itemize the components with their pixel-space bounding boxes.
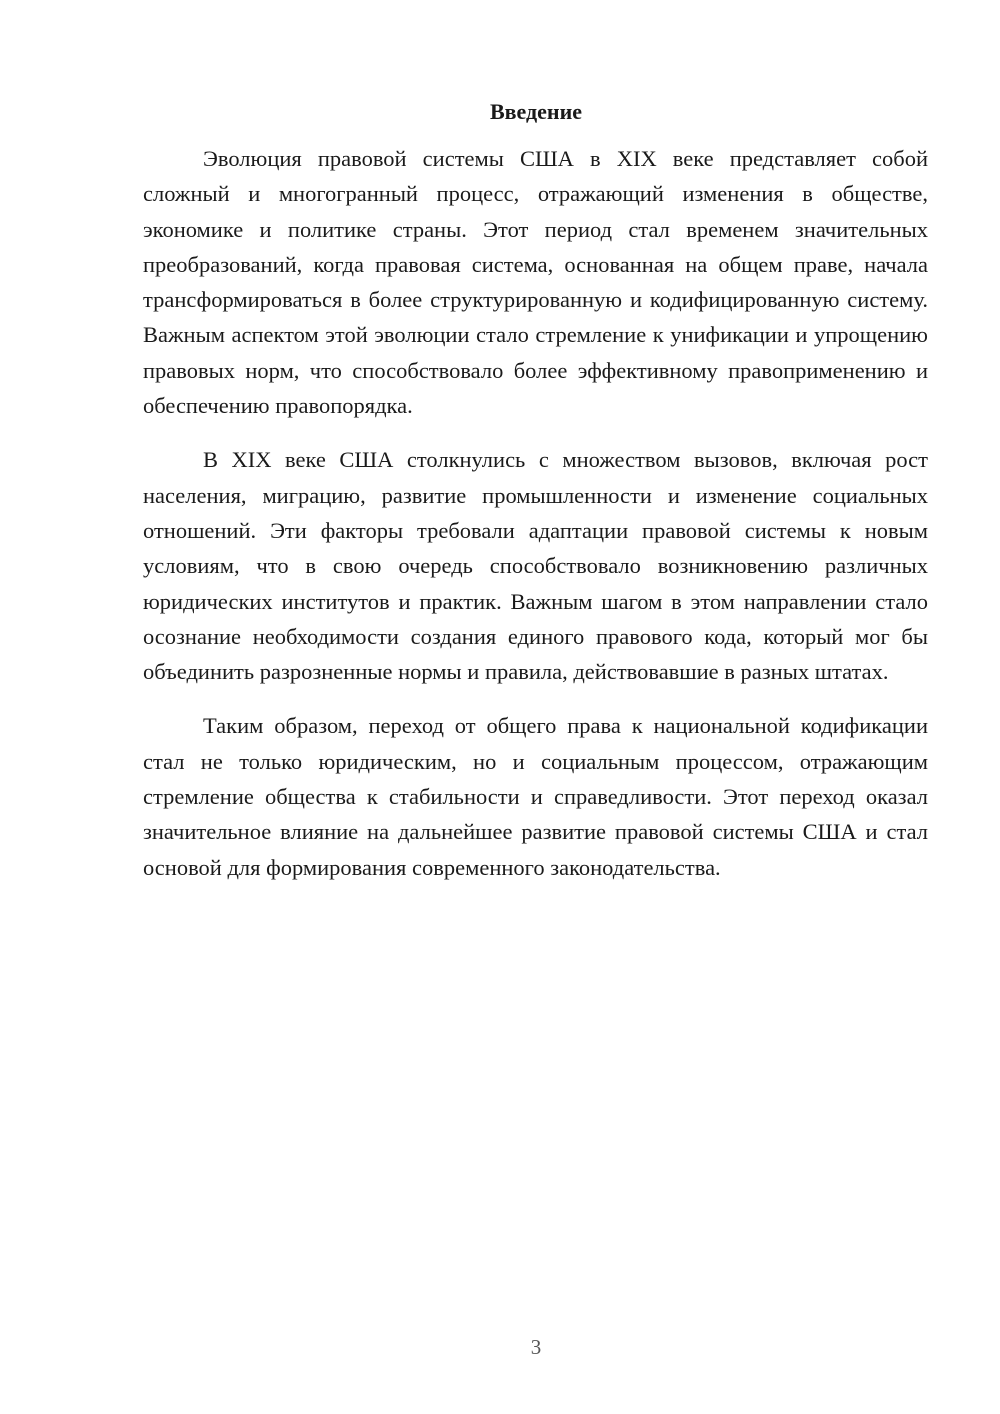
page-number: 3 [530, 1335, 542, 1359]
section-title: Введение [489, 99, 583, 124]
body-text [143, 141, 928, 904]
paragraph-2: В XIX веке США столкнулись с множеством вызовов, включая рост населения, миграцию, развитие промышленности и изменение социальных отношений. Эти факторы требовали адаптации правовой системы к новым условиям, что в свою очередь способствовало возникновению различных юридических институтов и практик. Важным шагом в этом направлении стало осознание необходимости создания единого правового кода, который мог бы объединить разрозненные нормы и правила, действовавшие в разных штатах. [143, 447, 928, 685]
paragraph-3: Таким образом, переход от общего права к национальной кодификации стал не только юридическим, но и социальным процессом, отражающим стремление общества к стабильности и справедливости. Этот переход оказал значительное влияние на дальнейшее развитие правовой системы США и стал основой для формирования современного законодательства. [143, 713, 928, 880]
paragraph-1: Эволюция правовой системы США в XIX веке представляет собой сложный и многогранный процесс, отражающий изменения в обществе, экономике и политике страны. Этот период стал временем значительных преобразований, когда правовая система, основанная на общем праве, начала трансформироваться в более структурированную и кодифицированную систему. Важным аспектом этой эволюции стало стремление к унификации и упрощению правовых норм, что способствовало более эффективному правоприменению и обеспечению правопорядка. [143, 146, 928, 419]
